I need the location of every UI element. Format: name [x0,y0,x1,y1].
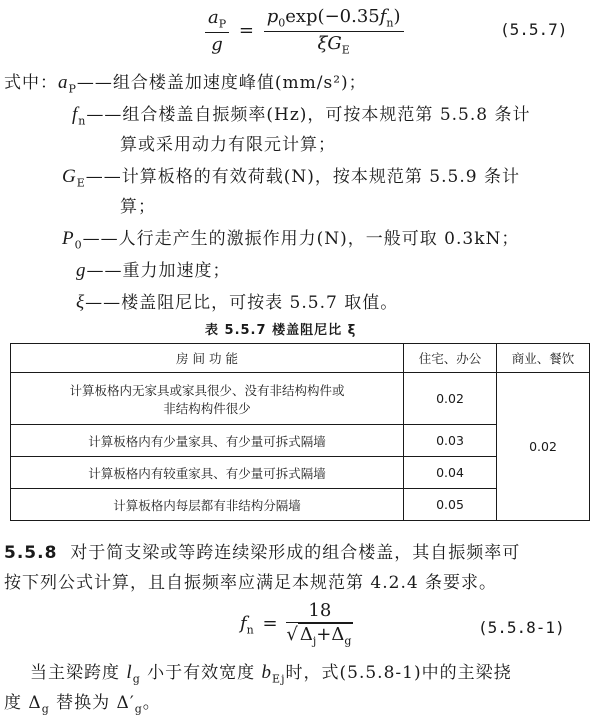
residential-value-cell: 0.05 [404,489,497,521]
last-paragraph-line1: 当主梁跨度 $l_g$ 小于有效宽度 $b_{Ej}$时，式(5.5.8-1)中的主梁挠 [30,662,512,686]
where-item-fn-cont: 算或采用动力有限元计算； [120,135,336,155]
where-item-p0: $P_0——$人行走产生的激振作用力(N)，一般可取 0.3kN； [62,228,520,252]
equation-5-5-8-1: $f_n$ = $\frac{18}{√ \Delta_j+\Delta_g}$ [240,600,352,648]
header-commercial-dining: 商业、餐饮 [497,344,590,373]
where-item-xi: ξ——楼盖阻尼比，可按表 5.5.7 取值。 [76,292,399,313]
room-function-cell: 计算板格内有少量家具、有少量可拆式隔墙 [11,425,404,457]
equation-fraction: $\frac{18}{√ \Delta_j+\Delta_g}$ [286,600,352,648]
equation-number-5-5-7: (5.5.7) [500,20,568,39]
section-5-5-8-line2: 按下列公式计算，且自振频率应满足本规范第 4.2.4 条要求。 [4,573,498,593]
room-function-cell: 计算板格内无家具或家具很少、没有非结构构件或 非结构构件很少 [11,373,404,425]
residential-value-cell: 0.03 [404,425,497,457]
room-function-cell: 计算板格内每层都有非结构分隔墙 [11,489,404,521]
header-room-function: 房 间 功 能 [11,344,404,373]
room-function-cell: 计算板格内有较重家具、有少量可拆式隔墙 [11,457,404,489]
where-prefix: 式中：$a_P——$组合楼盖加速度峰值(mm/s²)； [4,72,367,96]
equation-5-5-7: $\frac{a_P}{g}$ = $\frac{p_0\exp(-0.35f_n)}{\xi G_E}$ [205,6,404,56]
residential-value-cell: 0.02 [404,373,497,425]
residential-value-cell: 0.04 [404,457,497,489]
header-residential-office: 住宅、办公 [404,344,497,373]
where-item-fn: $f_n——$组合楼盖自振频率(Hz)，可按本规范第 5.5.8 条计 [72,104,531,128]
table-caption: 表 5.5.7 楼盖阻尼比 ξ [205,323,357,338]
where-item-ge-cont: 算； [120,197,156,217]
where-item-ge: $G_E——$计算板格的有效荷载(N)，按本规范第 5.5.9 条计 [62,166,520,190]
damping-ratio-table [10,343,590,521]
equation-number-5-5-8-1: (5.5.8-1) [478,618,565,637]
where-item-g: g——重力加速度； [76,260,231,281]
last-paragraph-line2: 度 $\Delta_g$ 替换为 $\Delta'_g$。 [4,693,161,716]
commercial-value-cell: 0.02 [497,373,590,521]
section-5-5-8-line1: 5.5.8 对于简支梁或等跨连续梁形成的组合楼盖，其自振频率可 [4,543,521,563]
equation-rhs: $\frac{p_0\exp(-0.35f_n)}{\xi G_E}$ [264,6,404,56]
equation-lhs: $\frac{a_P}{g}$ [205,7,229,55]
table-row [11,373,590,425]
table-header-row [11,344,590,373]
